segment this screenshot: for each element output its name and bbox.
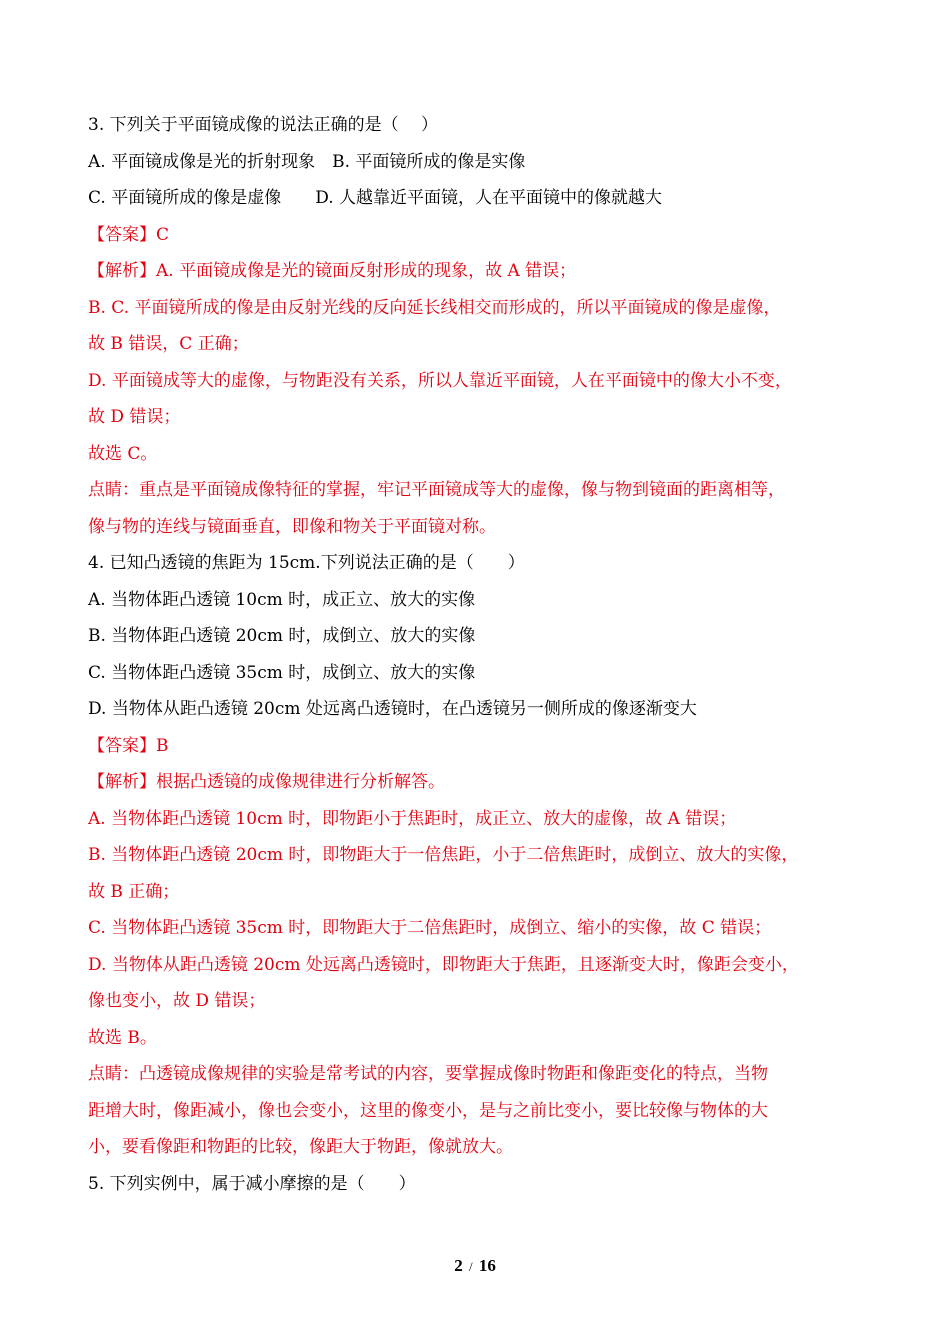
document-body [88,107,878,1202]
page-total: 16 [478,1256,496,1275]
question-3-options-row-1: A. 平面镜成像是光的折射现象 B. 平面镜所成的像是实像 [88,151,526,172]
page-current: 2 [454,1256,463,1275]
question-3-stem: 3. 下列关于平面镜成像的说法正确的是（ ） [88,115,439,135]
question-3-analysis-line: D. 平面镜成等大的虚像，与物距没有关系，所以人靠近平面镜，人在平面镜中的像大小不变， [88,370,792,391]
question-4-analysis-line: 故 B 正确； [88,881,180,902]
question-4-analysis-line: B. 当物体距凸透镜 20cm 时，即物距大于一倍焦距，小于二倍焦距时，成倒立、放大的实像， [88,845,799,865]
question-4-analysis-line: 故选 B。 [88,1027,157,1048]
question-4-analysis-line: 像也变小，故 D 错误； [88,991,266,1011]
page-separator: / [468,1259,473,1274]
question-4-option-d: D. 当物体从距凸透镜 20cm 处远离凸透镜时，在凸透镜另一侧所成的像逐渐变大 [88,699,697,719]
question-4-note-line: 点睛：凸透镜成像规律的实验是常考试的内容，要掌握成像时物距和像距变化的特点，当物 [88,1064,768,1084]
question-4-option-b: B. 当物体距凸透镜 20cm 时，成倒立、放大的实像 [88,626,476,646]
question-3-options-row-2: C. 平面镜所成的像是虚像 D. 人越靠近平面镜，人在平面镜中的像就越大 [88,188,663,208]
question-4-analysis-line: A. 当物体距凸透镜 10cm 时，即物距小于焦距时，成正立、放大的虚像，故 A 错误； [88,808,737,829]
question-3-note-line: 点睛：重点是平面镜成像特征的掌握，牢记平面镜成等大的虚像，像与物到镜面的距离相等， [88,480,785,500]
question-4-analysis-line: C. 当物体距凸透镜 35cm 时，即物距大于二倍焦距时，成倒立、缩小的实像，故 C 错误； [88,918,772,938]
question-4-note-line: 小，要看像距和物距的比较，像距大于物距，像就放大。 [88,1137,513,1157]
question-3-analysis-line: 故 B 错误，C 正确； [88,334,249,354]
question-5-stem: 5. 下列实例中，属于减小摩擦的是（ ） [88,1173,416,1194]
question-4-analysis-intro: 【解析】根据凸透镜的成像规律进行分析解答。 [88,772,445,792]
question-3-analysis-line: 故 D 错误； [88,407,181,427]
question-3-note-line: 像与物的连线与镜面垂直，即像和物关于平面镜对称。 [88,516,496,537]
question-3-analysis-line: 【解析】A. 平面镜成像是光的镜面反射形成的现象，故 A 错误； [88,261,577,281]
question-3-analysis-line: 故选 C。 [88,443,158,464]
question-4-note-line: 距增大时，像距减小，像也会变小，这里的像变小，是与之前比变小，要比较像与物体的大 [88,1100,768,1121]
page-number [0,1256,950,1276]
question-4-analysis-line: D. 当物体从距凸透镜 20cm 处远离凸透镜时，即物距大于焦距，且逐渐变大时，像距会变小， [88,954,799,975]
question-3-analysis-line: B. C. 平面镜所成的像是由反射光线的反向延长线相交而形成的，所以平面镜成的像是虚像， [88,297,781,318]
question-3-answer: 【答案】C [88,224,170,245]
question-4-option-a: A. 当物体距凸透镜 10cm 时，成正立、放大的实像 [88,589,476,610]
question-4-answer: 【答案】B [88,735,169,756]
question-4-stem: 4. 已知凸透镜的焦距为 15cm.下列说法正确的是（ ） [88,553,525,573]
question-4-option-c: C. 当物体距凸透镜 35cm 时，成倒立、放大的实像 [88,662,476,683]
